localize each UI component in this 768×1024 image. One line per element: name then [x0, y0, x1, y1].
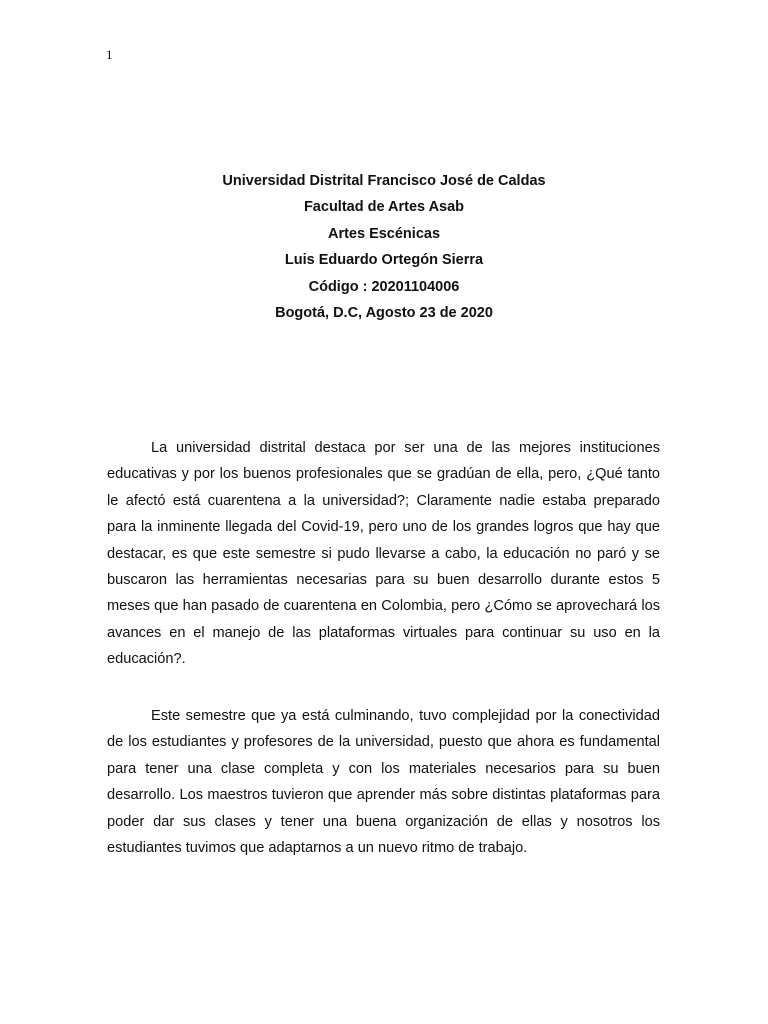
program-name: Artes Escénicas — [327, 225, 441, 242]
body-paragraph-2: Este semestre que ya está culminando, tuvo complejidad por la conectividad de los estudiantes y profesores de la universidad, puesto que ahora es fundamental para tener una clase completa y con los materiales necesarios para su buen desarrollo. Los maestros tuvieron que aprender más sobre distintas plataformas para poder dar sus clases y tener una buena organización de ellas y nosotros los estudiantes tuvimos que adaptarnos a un nuevo ritmo de trabajo. — [107, 708, 660, 857]
body-paragraph-1: La universidad distrital destaca por ser una de las mejores instituciones educativas y por los buenos profesionales que se gradúan de ella, pero, ¿Qué tanto le afectó está cuarentena a la universidad?; Claramente nadie estaba preparado para la inminente llegada del Covid-19, pero uno de los grandes logros que hay que destacar, es que este semestre si pudo llevarse a cabo, la educación no paró y se buscaron las herramientas necesarias para su buen desarrollo durante estos 5 meses que han pasado de cuarentena en Colombia, pero ¿Cómo se aprovechará los avances en el manejo de las plataformas virtuales para continuar su uso en la educación?. — [107, 440, 660, 668]
student-code: Código : 20201104006 — [308, 278, 460, 295]
university-name: Universidad Distrital Francisco José de Caldas — [222, 173, 546, 189]
faculty-name: Facultad de Artes Asab — [303, 199, 465, 216]
page-number: 1 — [106, 47, 113, 62]
title-block — [0, 171, 768, 329]
author-name: Luis Eduardo Ortegón Sierra — [284, 252, 484, 269]
place-and-date: Bogotá, D.C, Agosto 23 de 2020 — [275, 304, 493, 321]
